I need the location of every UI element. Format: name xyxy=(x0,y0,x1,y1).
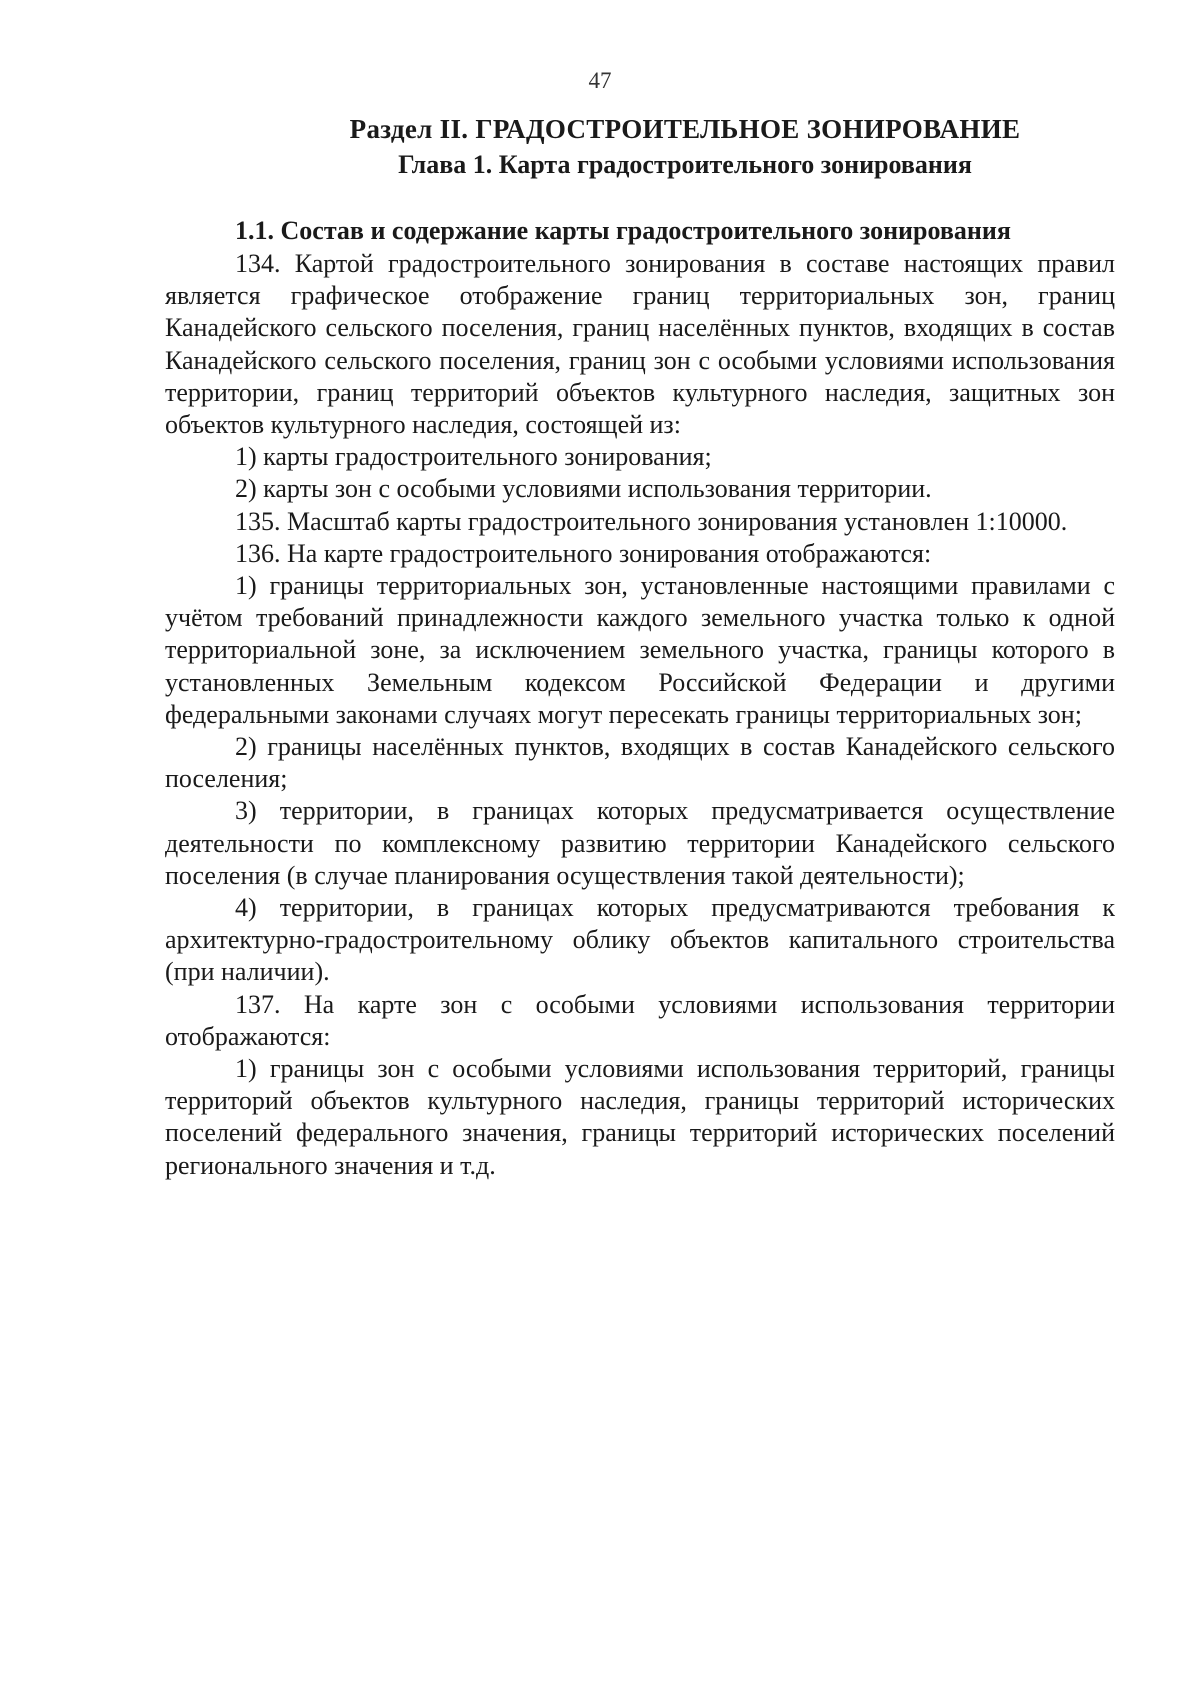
paragraph-135: 135. Масштаб карты градостроительного зонирования установлен 1:10000. xyxy=(235,506,1068,536)
paragraph-134: 134. Картой градостроительного зонирования в составе настоящих правил является графическое отображение границ территориальных зон, границ Канадейского сельского поселения, границ населённых пунктов, входящих в состав Канадейского сельского поселения, границ зон с особыми условиями использования территории, границ территорий объектов культурного наследия, защитных зон объектов культурного наследия, состоящей из: xyxy=(165,249,1115,440)
page-number: 47 xyxy=(588,68,612,93)
paragraph-136: 136. На карте градостроительного зонирования отображаются: xyxy=(235,538,932,568)
list-item: 3) территории, в границах которых предусматривается осуществление деятельности по комплексному развитию территории Канадейского сельского поселения (в случае планирования осуществления такой деятельности); xyxy=(165,796,1115,890)
list-item: 1) границы зон с особыми условиями использования территорий, границы территорий объектов культурного наследия, границы территорий исторических поселений федерального значения, границы территорий исторических поселений регионального значения и т.д. xyxy=(165,1054,1115,1180)
list-item: 4) территории, в границах которых предусматриваются требования к архитектурно-градостроительному облику объектов капитального строительства (при наличии). xyxy=(165,893,1115,987)
section-title: Раздел II. ГРАДОСТРОИТЕЛЬНОЕ ЗОНИРОВАНИЕ xyxy=(349,114,1021,144)
chapter-title: Глава 1. Карта градостроительного зонирования xyxy=(398,150,972,179)
list-item: 1) границы территориальных зон, установленные настоящими правилами с учётом требований принадлежности каждого земельного участка только к одной территориальной зоне, за исключением земельного участка, границы которого в установленных Земельным кодексом Российской Федерации и другими федеральными законами случаях могут пересекать границы территориальных зон; xyxy=(165,571,1115,729)
list-item: 1) карты градостроительного зонирования; xyxy=(235,442,712,472)
list-item: 2) карты зон с особыми условиями использования территории. xyxy=(235,474,932,504)
subsection-title: 1.1. Состав и содержание карты градостроительного зонирования xyxy=(235,216,1011,245)
paragraph-137: 137. На карте зон с особыми условиями использования территории отображаются: xyxy=(165,989,1115,1051)
list-item: 2) границы населённых пунктов, входящих в состав Канадейского сельского поселения; xyxy=(165,732,1115,794)
document-body xyxy=(165,248,1115,1182)
